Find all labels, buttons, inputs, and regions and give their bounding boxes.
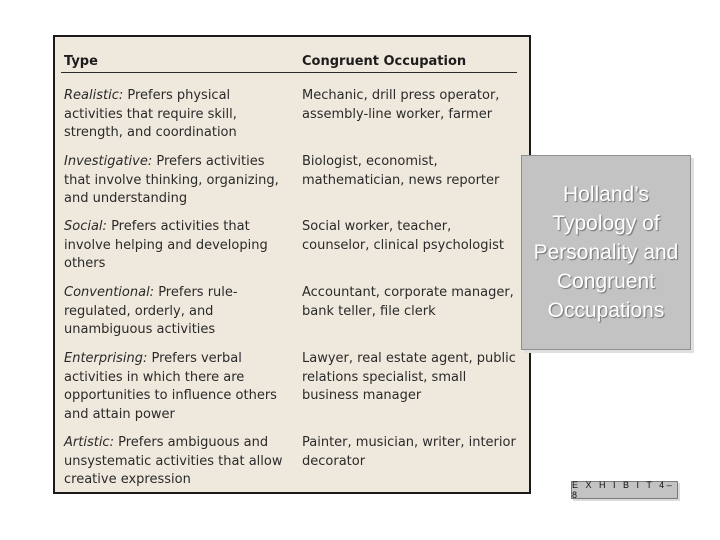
- typology-table: [53, 35, 531, 494]
- type-investigative: Investigative: Prefers activities that involve thinking, organizing, and understanding: [64, 154, 279, 206]
- exhibit-label: E X H I B I T 4–8: [571, 481, 678, 499]
- occupation-investigative: Biologist, economist, mathematician, news reporter: [302, 154, 500, 188]
- type-conventional: Conventional: Prefers rule-regulated, orderly, and unambiguous activities: [64, 285, 238, 337]
- type-artistic: Artistic: Prefers ambiguous and unsystematic activities that allow creative expression: [64, 435, 283, 487]
- header-divider: [61, 72, 517, 73]
- occupation-conventional: Accountant, corporate manager, bank teller, file clerk: [302, 285, 514, 319]
- type-social: Social: Prefers activities that involve helping and developing others: [64, 219, 268, 271]
- type-realistic: Realistic: Prefers physical activities that require skill, strength, and coordination: [64, 88, 237, 140]
- header-type: Type: [64, 54, 98, 69]
- occupation-social: Social worker, teacher, counselor, clinical psychologist: [302, 219, 504, 253]
- occupation-realistic: Mechanic, drill press operator, assembly-line worker, farmer: [302, 88, 500, 122]
- header-congruent-occupation: Congruent Occupation: [302, 54, 467, 69]
- type-enterprising: Enterprising: Prefers verbal activities in which there are opportunities to influence others and attain power: [64, 351, 277, 422]
- slide-title-box: [521, 155, 691, 350]
- occupation-artistic: Painter, musician, writer, interior decorator: [302, 435, 516, 469]
- occupation-enterprising: Lawyer, real estate agent, public relations specialist, small business manager: [302, 351, 516, 403]
- slide-title: Holland’s Typology of Personality and Congruent Occupations: [533, 183, 679, 322]
